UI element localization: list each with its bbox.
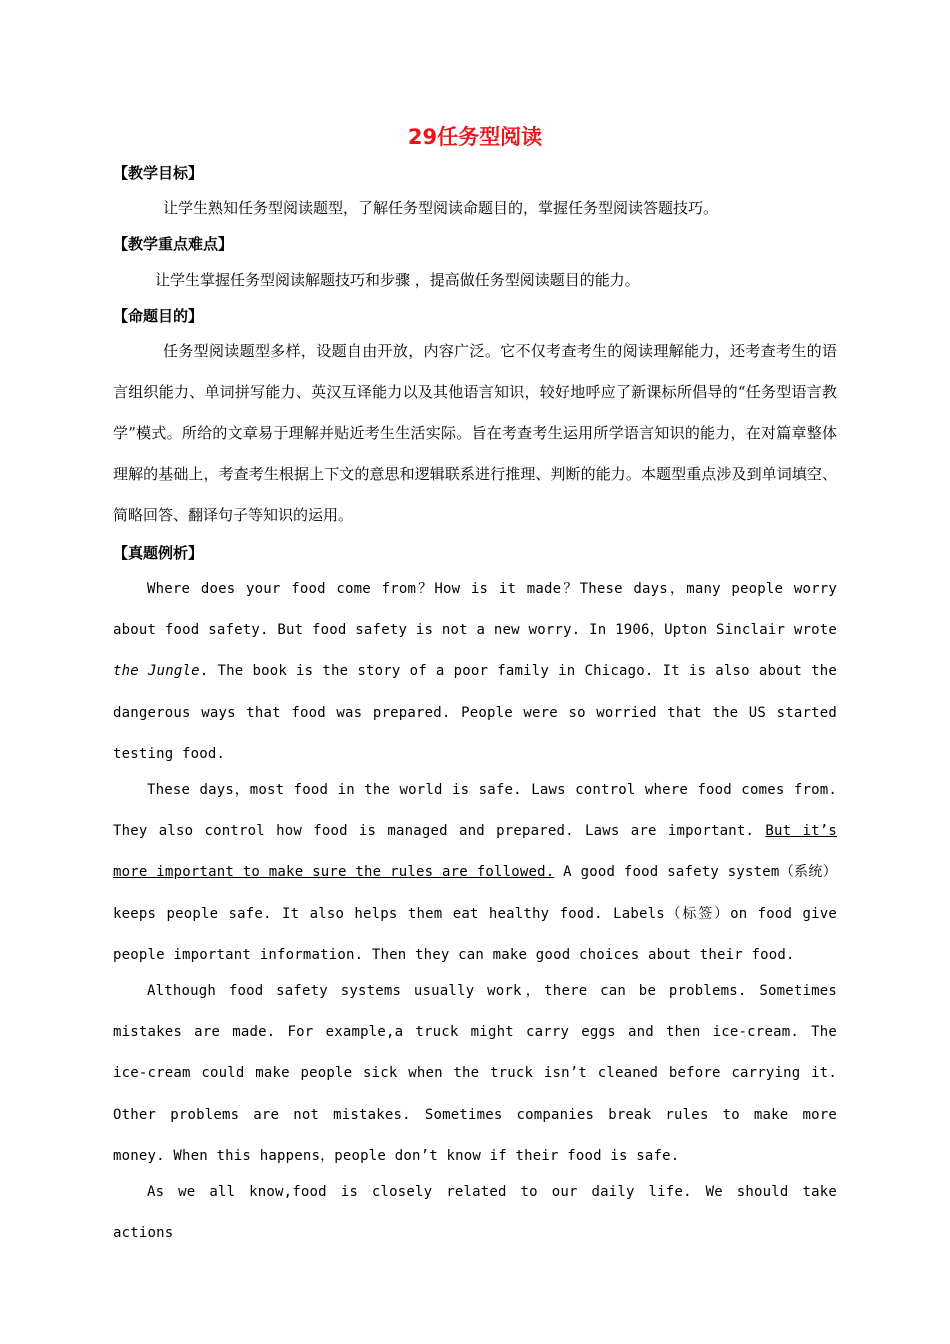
example-paragraph-1 xyxy=(113,569,837,775)
paragraph-2-text-b: A good food safety system（系统）keeps people safe. It also helps them eat healthy food. Labels（标签）on food give people important information. Then they can make good choices about their food. xyxy=(113,864,837,963)
key-points-heading: 【教学重点难点】 xyxy=(113,235,234,253)
paragraph-2-text-a: These days，most food in the world is safe. Laws control where food comes from. They also control how food is managed and prepared. Laws are important. xyxy=(113,782,837,840)
underlined-sentence: But it’s more important to make sure the rules are followed. xyxy=(113,823,837,881)
purpose-heading: 【命题目的】 xyxy=(113,307,204,325)
example-paragraph-3: Although food safety systems usually work，there can be problems. Sometimes mistakes are made. For example,a truck might carry eggs and then ice-cream. The ice-cream could make people sick when the truck isn’t cleaned before carrying it. Other problems are not mistakes. Sometimes companies break rules to make more money. When this happens，people don’t know if their food is safe. xyxy=(113,983,837,1164)
paragraph-1-text-b: . The book is the story of a poor family in Chicago. It is also about the dangerous ways that food was prepared. People were so worried that the US started testing food. xyxy=(113,663,837,762)
objective-heading: 【教学目标】 xyxy=(113,164,204,182)
example-paragraph-4: As we all know,food is closely related to our daily life. We should take actions xyxy=(113,1184,837,1242)
objective-text: 让学生熟知任务型阅读题型，了解任务型阅读命题目的，掌握任务型阅读答题技巧。 xyxy=(163,199,719,217)
example-heading: 【真题例析】 xyxy=(113,544,204,562)
page-title: 29任务型阅读 xyxy=(407,125,543,149)
purpose-text: 任务型阅读题型多样，设题自由开放，内容广泛。它不仅考查考生的阅读理解能力，还考查考生的语言组织能力、单词拼写能力、英汉互译能力以及其他语言知识，较好地呼应了新课标所倡导的“任务型语言教学”模式。所给的文章易于理解并贴近考生生活实际。旨在考查考生运用所学语言知识的能力，在对篇章整体理解的基础上，考查考生根据上下文的意思和逻辑联系进行推理、判断的能力。本题型重点涉及到单词填空、简略回答、翻译句子等知识的运用。 xyxy=(113,342,837,524)
key-points-text: 让学生掌握任务型阅读解题技巧和步骤 ，提高做任务型阅读题目的能力。 xyxy=(155,271,640,289)
paragraph-1-text-a: Where does your food come from？How is it made？These days，many people worry about food safety. But food safety is not a new worry. In 1906，Upton Sinclair wrote xyxy=(113,581,837,639)
example-paragraph-2 xyxy=(113,770,837,976)
book-title: the Jungle xyxy=(113,663,200,680)
